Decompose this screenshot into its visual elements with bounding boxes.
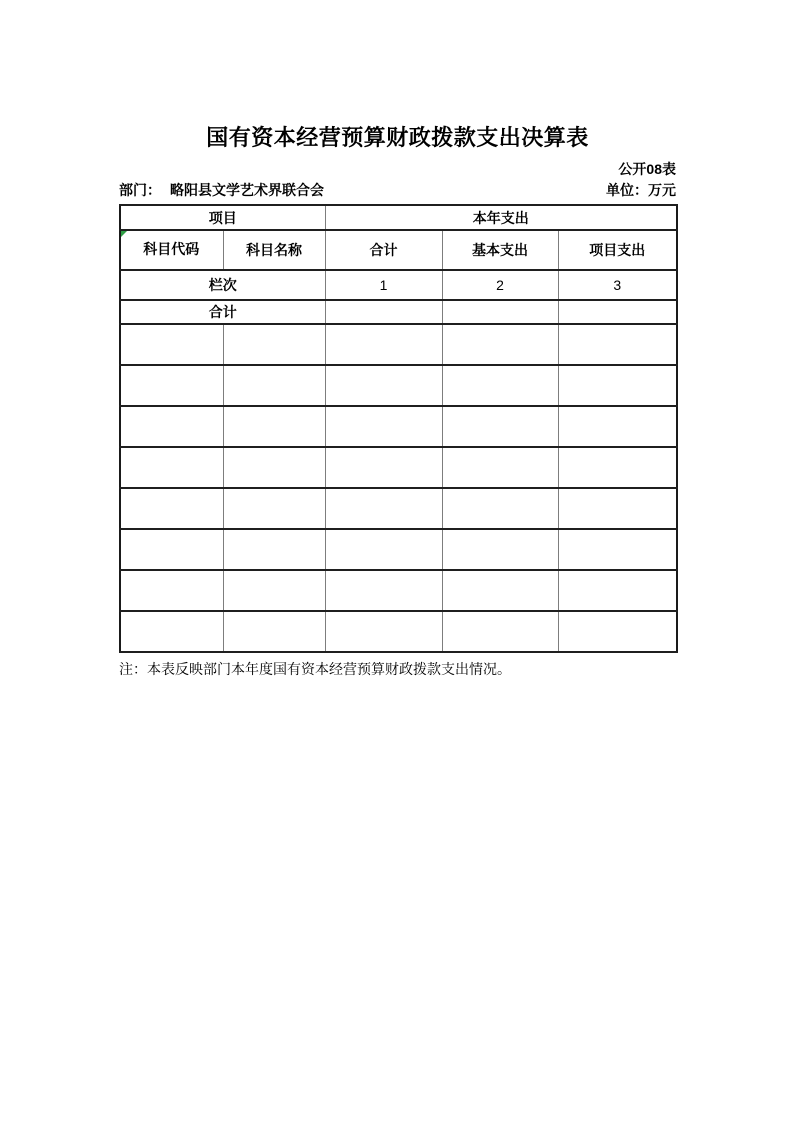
empty-cell: [120, 406, 223, 447]
column-index-3: 3: [558, 270, 677, 300]
expenditure-table: [119, 204, 678, 653]
empty-cell: [223, 611, 325, 652]
header-subject-code: [120, 230, 223, 270]
empty-row: [120, 570, 677, 611]
empty-cell: [325, 529, 442, 570]
column-index-2: 2: [442, 270, 558, 300]
empty-cell: [325, 611, 442, 652]
column-index-1: 1: [325, 270, 442, 300]
table-number-label: 公开08表: [618, 161, 676, 177]
empty-cell: [558, 324, 677, 365]
header-project: 项目: [120, 205, 325, 230]
header-subject-name: 科目名称: [223, 230, 325, 270]
table-body: [120, 300, 677, 652]
empty-cell: [223, 365, 325, 406]
empty-row: [120, 447, 677, 488]
header-subject-code-label: 科目代码: [143, 240, 200, 257]
header-row-columns: [120, 230, 677, 270]
column-index-row: [120, 270, 677, 300]
empty-cell: [223, 488, 325, 529]
header-total: 合计: [325, 230, 442, 270]
empty-cell: [325, 447, 442, 488]
empty-cell: [558, 611, 677, 652]
empty-cell: [558, 488, 677, 529]
empty-cell: [223, 570, 325, 611]
total-row-basic-cell: [442, 300, 558, 324]
empty-cell: [325, 406, 442, 447]
header-current-year-expenditure: 本年支出: [325, 205, 677, 230]
department-value: 略阳县文学艺术界联合会: [170, 182, 324, 198]
document-page: [119, 0, 676, 680]
empty-cell: [223, 529, 325, 570]
empty-cell: [325, 570, 442, 611]
total-row-label: 合计: [120, 300, 325, 324]
empty-cell: [120, 611, 223, 652]
department-label: 部门：: [119, 182, 161, 198]
empty-cell: [558, 447, 677, 488]
header-basic-expenditure: 基本支出: [442, 230, 558, 270]
empty-cell: [120, 365, 223, 406]
unit-label: 单位：万元: [606, 182, 676, 198]
empty-row: [120, 324, 677, 365]
header-project-expenditure: 项目支出: [558, 230, 677, 270]
empty-cell: [442, 324, 558, 365]
empty-cell: [442, 611, 558, 652]
empty-cell: [223, 324, 325, 365]
empty-row: [120, 529, 677, 570]
empty-cell: [223, 447, 325, 488]
empty-cell: [120, 324, 223, 365]
empty-cell: [558, 365, 677, 406]
department-line: [119, 181, 324, 199]
empty-cell: [442, 488, 558, 529]
empty-cell: [120, 447, 223, 488]
empty-row: [120, 406, 677, 447]
empty-cell: [120, 570, 223, 611]
header-row-groups: [120, 205, 677, 230]
total-row: [120, 300, 677, 324]
empty-cell: [442, 406, 558, 447]
page-title: 国有资本经营预算财政拨款支出决算表: [206, 125, 589, 150]
empty-cell: [223, 406, 325, 447]
empty-row: [120, 365, 677, 406]
empty-cell: [442, 365, 558, 406]
empty-cell: [325, 488, 442, 529]
total-row-total-cell: [325, 300, 442, 324]
empty-row: [120, 611, 677, 652]
excel-error-indicator-icon: [121, 231, 127, 237]
empty-cell: [325, 324, 442, 365]
empty-cell: [558, 406, 677, 447]
meta-row: [119, 181, 676, 199]
total-row-project-cell: [558, 300, 677, 324]
empty-cell: [442, 570, 558, 611]
empty-cell: [120, 488, 223, 529]
empty-cell: [325, 365, 442, 406]
empty-row: [120, 488, 677, 529]
empty-cell: [558, 529, 677, 570]
empty-cell: [442, 529, 558, 570]
empty-cell: [120, 529, 223, 570]
empty-cell: [442, 447, 558, 488]
empty-cell: [558, 570, 677, 611]
column-index-label: 栏次: [120, 270, 325, 300]
note-text: 注：本表反映部门本年度国有资本经营预算财政拨款支出情况。: [119, 663, 511, 678]
